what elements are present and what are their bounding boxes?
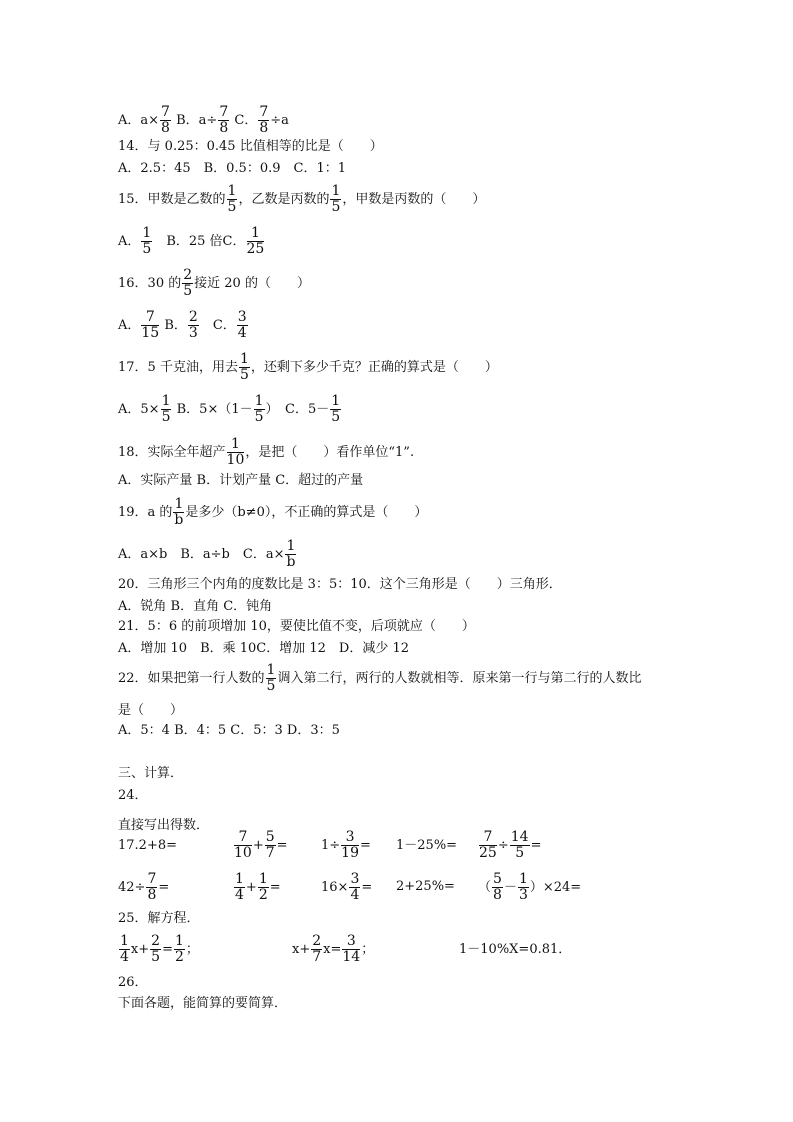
q13-option-a-text: A．a× [118,113,160,128]
q17-options: A．5× $\frac{1}{5}$ B．5×（1－ $\frac{1}{5}$ ） C．5－ $\frac{1}{5}$ [118,393,341,425]
fraction: $\frac{14}{5}$ [510,829,529,861]
fraction: $\frac{7}{25}$ [479,829,497,861]
fraction: $\frac{7}{15}$ [141,309,160,341]
equation: $\frac{1}{4}$ x+ $\frac{2}{5}$ = $\frac{1}{2}$ ； [120,933,199,965]
fraction: $\frac{2}{5}$ [183,267,193,299]
fraction: $\frac{2}{3}$ [188,309,198,341]
fraction: $\frac{7}{8}$ [219,104,229,136]
fraction: $\frac{1}{b}$ [286,538,296,570]
q19-options: A．a×b B．a÷b C．a× $\frac{1}{b}$ [118,538,296,570]
fraction: $\frac{7}{8}$ [161,104,170,136]
q20-options: A．锐角 B．直角 C．钝角 [118,599,273,614]
fraction: $\frac{1}{b}$ [174,496,184,528]
q16-options: A． $\frac{7}{15}$ B． $\frac{2}{3}$ C． $\frac{3}{4}$ [118,309,247,341]
fraction: $\frac{1}{4}$ [120,933,129,965]
equation: 1－10%X=0.81． [459,942,572,957]
fraction: $\frac{3}{19}$ [341,829,359,861]
fraction: $\frac{1}{5}$ [227,183,237,215]
fraction: $\frac{1}{5}$ [254,393,264,425]
fraction: $\frac{1}{5}$ [142,225,152,257]
fraction: $\frac{3}{4}$ [350,871,360,903]
q17-stem: 17．5 千克油，用去 $\frac{1}{5}$ ，还剩下多少千克？正确的算式是（ ） [118,351,498,383]
calc-item: $\frac{7}{10}$ + $\frac{5}{7}$ = [234,829,288,861]
fraction: $\frac{1}{2}$ [174,933,184,965]
q18-stem: 18．实际全年超产 $\frac{1}{10}$ ，是把（ ）看作单位“1”. [118,436,415,468]
q21-stem: 21．5：6 的前项增加 10，要使比值不变，后项就应（ ） [118,619,475,634]
calc-item: 2+25%= [396,879,455,894]
fraction: $\frac{7}{10}$ [234,829,252,861]
q13-option-b-text: B．a÷ [171,113,218,128]
q14-options: A．2.5：45 B．0.5：0.9 C．1：1 [118,161,346,176]
fraction: $\frac{1}{5}$ [161,393,171,425]
calc-item: 1－25%= [396,838,458,853]
q22-options: A．5：4 B．4：5 C．5：3 D．3：5 [118,723,340,738]
fraction: $\frac{2}{7}$ [312,933,322,965]
q19-stem: 19．a 的 $\frac{1}{b}$ 是多少（b≠0），不正确的算式是（ ） [118,496,428,528]
fraction: $\frac{1}{2}$ [258,871,268,903]
calc-item: $\frac{7}{25}$ ÷ $\frac{14}{5}$ = [479,829,542,861]
calc-item: $\frac{1}{4}$ + $\frac{1}{2}$ = [235,871,281,903]
calc-item: 16× $\frac{3}{4}$ = [321,871,373,903]
fraction: $\frac{3}{14}$ [342,933,361,965]
q24-instruction: 直接写出得数． [118,818,210,833]
q26-instruction: 下面各题，能简算的要简算． [118,996,288,1011]
fraction: $\frac{1}{5}$ [331,393,341,425]
q24-number: 24． [118,788,148,803]
calc-item: 42÷ $\frac{7}{8}$ = [118,871,170,903]
q15-stem: 15．甲数是乙数的 $\frac{1}{5}$ ，乙数是丙数的 $\frac{1}{5}$ ，甲数是丙数的（ ） [118,183,486,215]
fraction: $\frac{1}{10}$ [226,436,245,468]
fraction: $\frac{2}{5}$ [151,933,161,965]
fraction: $\frac{3}{4}$ [237,309,247,341]
q22-stem: 22．如果把第一行人数的 $\frac{1}{5}$ 调入第二行，两行的人数就相等．原来第一行与第二行的人数比 [118,662,642,694]
q26-number: 26． [118,975,148,990]
q15-options: A． $\frac{1}{5}$ B．25 倍C． $\frac{1}{25}$ [118,225,265,257]
fraction: $\frac{5}{7}$ [265,829,275,861]
q14-stem: 14．与 0.25：0.45 比值相等的比是（ ） [118,139,383,154]
q21-options: A．增加 10 B．乘 10C．增加 12 D．减少 12 [118,641,410,656]
fraction: $\frac{1}{4}$ [235,871,244,903]
q20-stem: 20．三角形三个内角的度数比是 3：5：10．这个三角形是（ ）三角形． [118,577,562,592]
section-title: 三、计算． [118,766,184,781]
fraction: $\frac{1}{5}$ [266,662,276,694]
q16-stem: 16．30 的 $\frac{2}{5}$ 接近 20 的（ ） [118,267,310,299]
equation: x+ $\frac{2}{7}$ x= $\frac{3}{14}$ ； [292,933,375,965]
calc-item: 17.2+8= [118,838,178,853]
q18-options: A．实际产量 B．计划产量 C．超过的产量 [118,473,364,488]
fraction: $\frac{1}{3}$ [518,871,528,903]
q25-title: 25．解方程． [118,911,200,926]
fraction: $\frac{1}{5}$ [331,183,341,215]
fraction: $\frac{1}{5}$ [239,351,249,383]
q13-option-c-text: C． [230,113,258,128]
q13-options: A．a× $\frac{7}{8}$ B．a÷ $\frac{7}{8}$ C． $\frac{7}{8}$ ÷a [118,104,289,136]
fraction: $\frac{5}{8}$ [493,871,502,903]
fraction: $\frac{7}{8}$ [259,104,269,136]
calc-item: 1÷ $\frac{3}{19}$ = [321,829,371,861]
q22-stem-continued: 是（ ） [118,703,184,718]
fraction: $\frac{1}{25}$ [246,225,265,257]
calc-item: （ $\frac{5}{8}$ － $\frac{1}{3}$ ）×24= [478,871,582,903]
fraction: $\frac{7}{8}$ [147,871,157,903]
